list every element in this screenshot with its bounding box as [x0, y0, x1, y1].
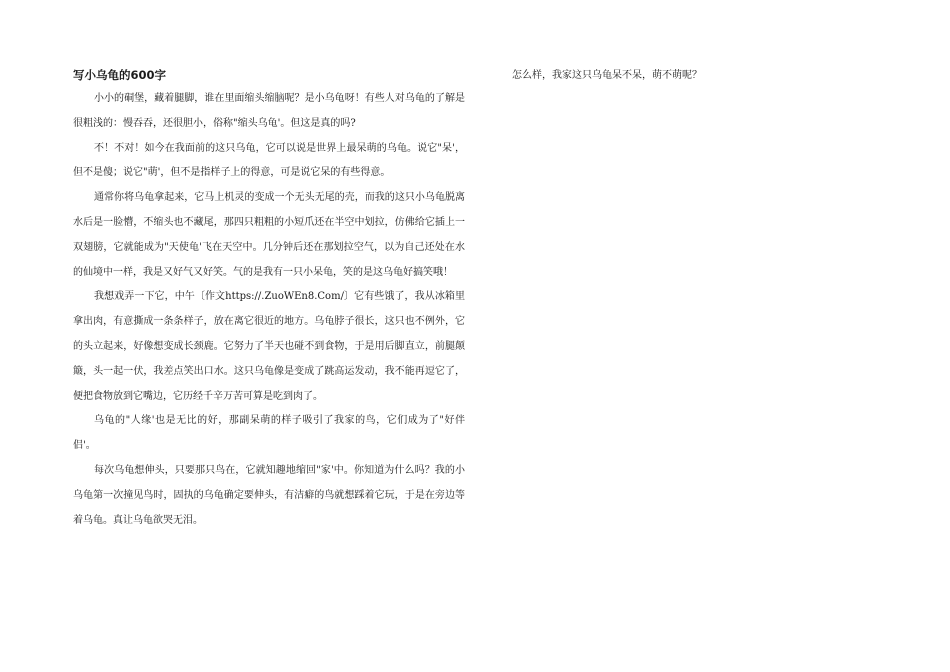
continuation-paragraph: 怎么样，我家这只乌龟呆不呆，萌不萌呢？: [512, 70, 702, 81]
left-column: [73, 66, 465, 533]
paragraph-5: 乌龟的"人缘'也是无比的好，那副呆萌的样子吸引了我家的鸟，它们成为了"好伴侣'。: [73, 415, 465, 452]
paragraph-1: 小小的硐堡，藏着腿脚，谁在里面缩头缩脑呢？是小乌龟呀！有些人对乌龟的了解是很粗浅的：慢吞吞，还很胆小，俗称"缩头乌龟'。但这是真的吗?: [73, 93, 465, 129]
right-column: [512, 66, 904, 85]
document-title: 写小乌龟的600字: [73, 68, 167, 82]
paragraph-6: 每次乌龟想伸头，只要那只鸟在，它就知趣地缩回"家'中。你知道为什么吗？我的小乌龟第一次撞见鸟时，固执的乌龟确定要伸头，有洁癖的鸟就想踩着它玩，于是在旁边等着乌龟。真让乌龟欲哭无泪。: [73, 464, 465, 526]
paragraph-4: 我想戏弄一下它，中午〔作文https://.ZuoWEn8.Com/〕它有些饿了，我从冰箱里拿出肉，有意撕成一条条样子，放在离它很近的地方。乌龟脖子很长，这只也不例外，它的头立起来，好像想变成长颈鹿。它努力了半天也碰不到食物，于是用后脚直立，前腿颠簸，头一起一伏，我差点笑出口水。这只乌龟像是变成了跳高运发动，我不能再逗它了，便把食物放到它嘴边，它历经千辛万苦可算是吃到肉了。: [73, 291, 465, 402]
paragraph-3: 通常你将乌龟拿起来，它马上机灵的变成一个无头无尾的壳，而我的这只小乌龟脱离水后是一脸懵，不缩头也不藏尾，那四只粗粗的小短爪还在半空中划拉，仿佛给它插上一双翅膀，它就能成为"天使龟'飞在天空中。几分钟后还在那划拉空气，以为自己还处在水的仙境中一样，我是又好气又好笑。气的是我有一只小呆龟，笑的是这乌龟好搞笑哦！: [73, 192, 465, 278]
paragraph-2: 不！不对！如今在我面前的这只乌龟，它可以说是世界上最呆萌的乌龟。说它"呆'，但不是傻；说它"萌'，但不是指样子上的得意，可是说它呆的有些得意。: [73, 142, 465, 179]
